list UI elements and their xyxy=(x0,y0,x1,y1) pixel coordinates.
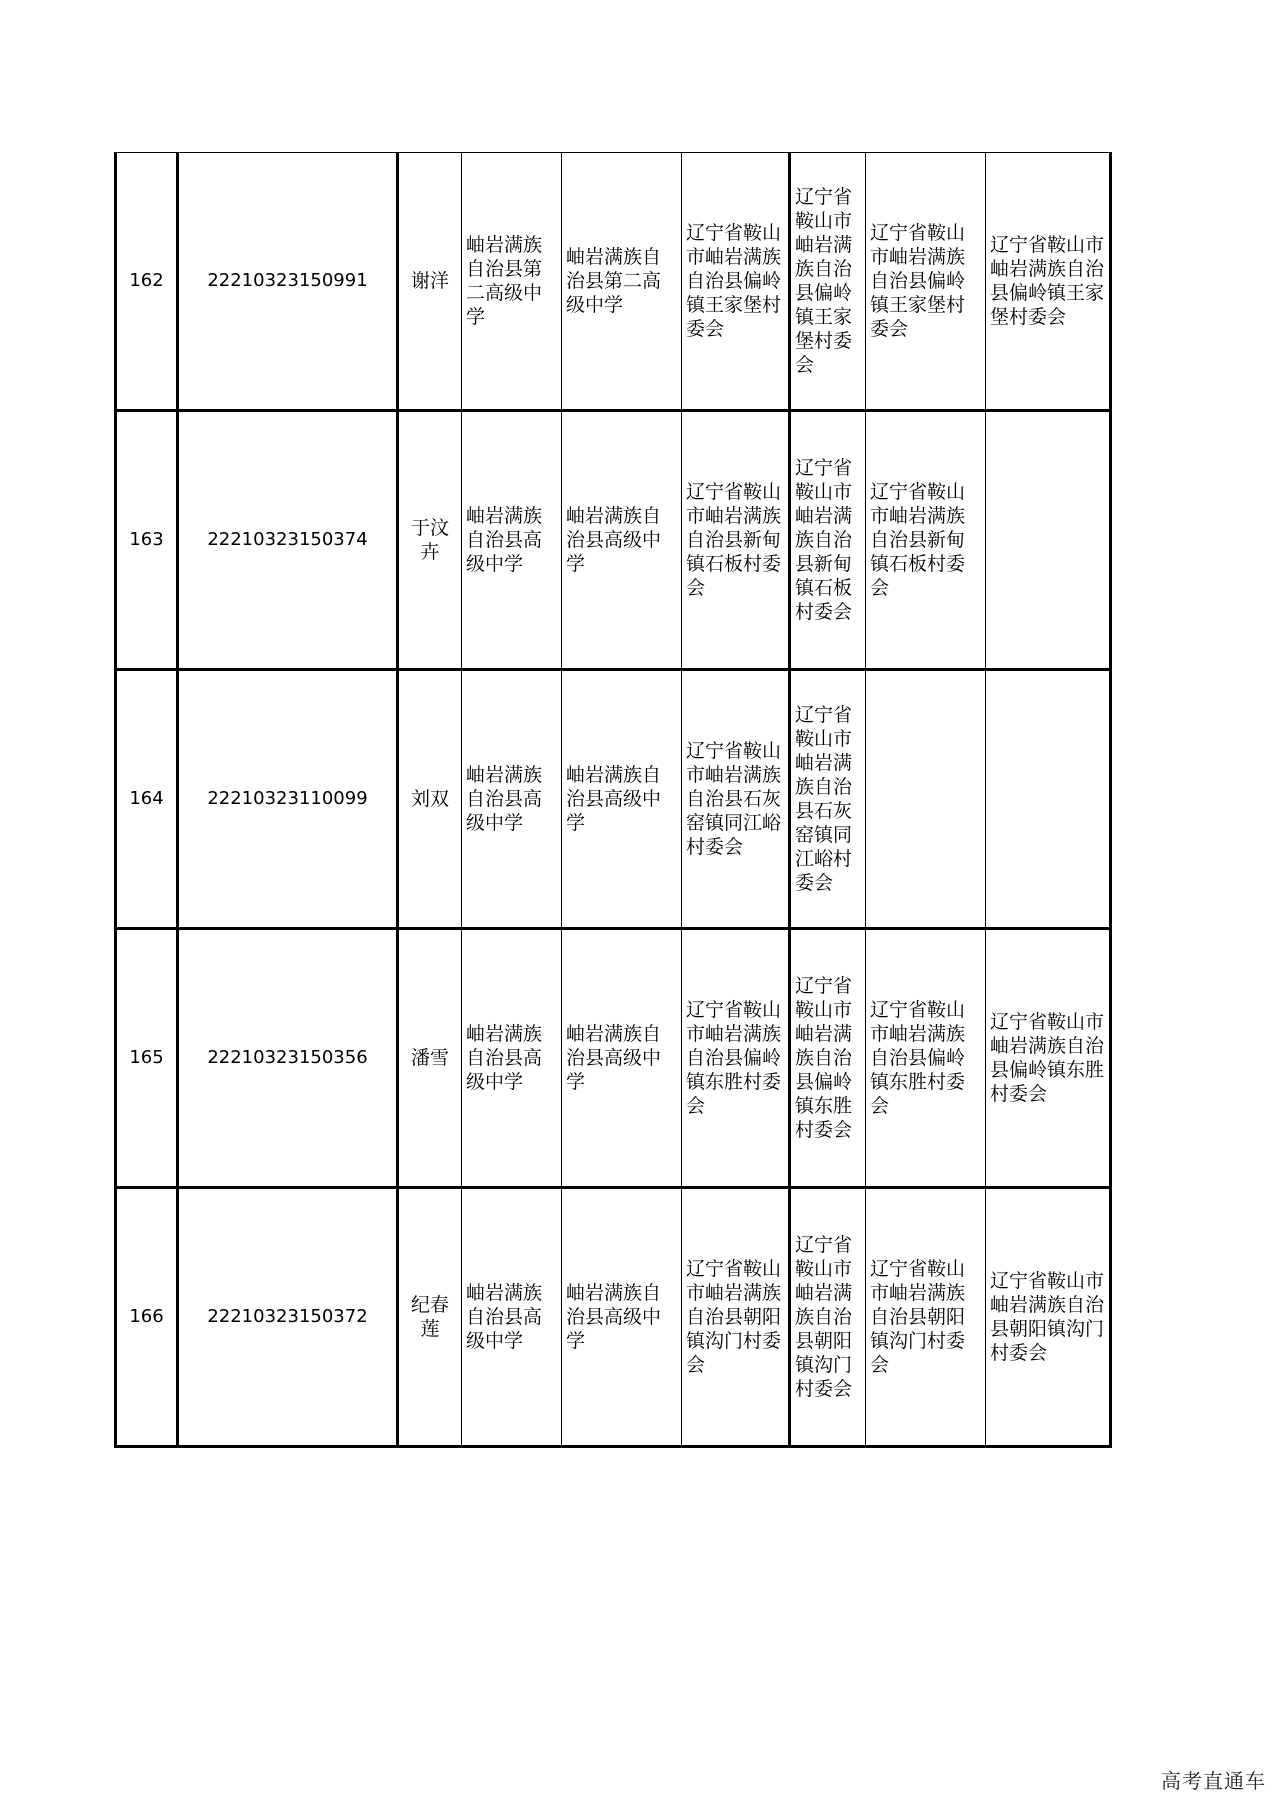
table-row xyxy=(116,411,1111,670)
address-cell: 辽宁省鞍山市岫岩满族自治县新甸镇石板村委会 xyxy=(866,411,986,670)
address-cell xyxy=(866,670,986,929)
student-name: 纪春莲 xyxy=(398,1188,462,1447)
exam-id: 22210323150372 xyxy=(178,1188,398,1447)
school-cell: 岫岩满族自治县第二高级中学 xyxy=(462,153,562,411)
school-cell: 岫岩满族自治县高级中学 xyxy=(562,670,682,929)
address-cell: 辽宁省鞍山市岫岩满族自治县石灰窑镇同江峪村委会 xyxy=(790,670,866,929)
exam-id: 22210323150991 xyxy=(178,153,398,411)
table-row xyxy=(116,1188,1111,1447)
watermark: 高考直通车 xyxy=(1161,1769,1266,1793)
table-row xyxy=(116,153,1111,411)
school-cell: 岫岩满族自治县高级中学 xyxy=(562,411,682,670)
row-number: 165 xyxy=(116,929,178,1188)
school-cell: 岫岩满族自治县第二高级中学 xyxy=(562,153,682,411)
school-cell: 岫岩满族自治县高级中学 xyxy=(562,1188,682,1447)
row-number: 166 xyxy=(116,1188,178,1447)
student-name: 于汶卉 xyxy=(398,411,462,670)
address-cell: 辽宁省鞍山市岫岩满族自治县朝阳镇沟门村委会 xyxy=(866,1188,986,1447)
address-cell: 辽宁省鞍山市岫岩满族自治县石灰窑镇同江峪村委会 xyxy=(682,670,790,929)
address-cell: 辽宁省鞍山市岫岩满族自治县新甸镇石板村委会 xyxy=(682,411,790,670)
student-name: 刘双 xyxy=(398,670,462,929)
address-cell: 辽宁省鞍山市岫岩满族自治县偏岭镇王家堡村委会 xyxy=(790,153,866,411)
address-cell: 辽宁省鞍山市岫岩满族自治县偏岭镇东胜村委会 xyxy=(682,929,790,1188)
address-cell: 辽宁省鞍山市岫岩满族自治县偏岭镇东胜村委会 xyxy=(986,929,1111,1188)
school-cell: 岫岩满族自治县高级中学 xyxy=(462,411,562,670)
school-cell: 岫岩满族自治县高级中学 xyxy=(462,670,562,929)
address-cell: 辽宁省鞍山市岫岩满族自治县偏岭镇王家堡村委会 xyxy=(682,153,790,411)
address-cell: 辽宁省鞍山市岫岩满族自治县偏岭镇王家堡村委会 xyxy=(866,153,986,411)
school-cell: 岫岩满族自治县高级中学 xyxy=(562,929,682,1188)
address-cell: 辽宁省鞍山市岫岩满族自治县朝阳镇沟门村委会 xyxy=(790,1188,866,1447)
table-row xyxy=(116,670,1111,929)
address-cell: 辽宁省鞍山市岫岩满族自治县新甸镇石板村委会 xyxy=(790,411,866,670)
row-number: 162 xyxy=(116,153,178,411)
table-row xyxy=(116,929,1111,1188)
address-cell xyxy=(986,670,1111,929)
exam-id: 22210323110099 xyxy=(178,670,398,929)
exam-id: 22210323150374 xyxy=(178,411,398,670)
address-cell xyxy=(986,411,1111,670)
address-cell: 辽宁省鞍山市岫岩满族自治县朝阳镇沟门村委会 xyxy=(986,1188,1111,1447)
address-cell: 辽宁省鞍山市岫岩满族自治县朝阳镇沟门村委会 xyxy=(682,1188,790,1447)
address-cell: 辽宁省鞍山市岫岩满族自治县偏岭镇东胜村委会 xyxy=(790,929,866,1188)
student-name: 谢洋 xyxy=(398,153,462,411)
school-cell: 岫岩满族自治县高级中学 xyxy=(462,929,562,1188)
student-name: 潘雪 xyxy=(398,929,462,1188)
row-number: 163 xyxy=(116,411,178,670)
school-cell: 岫岩满族自治县高级中学 xyxy=(462,1188,562,1447)
address-cell: 辽宁省鞍山市岫岩满族自治县偏岭镇东胜村委会 xyxy=(866,929,986,1188)
address-cell: 辽宁省鞍山市岫岩满族自治县偏岭镇王家堡村委会 xyxy=(986,153,1111,411)
exam-id: 22210323150356 xyxy=(178,929,398,1188)
row-number: 164 xyxy=(116,670,178,929)
roster-table xyxy=(114,152,1112,1448)
